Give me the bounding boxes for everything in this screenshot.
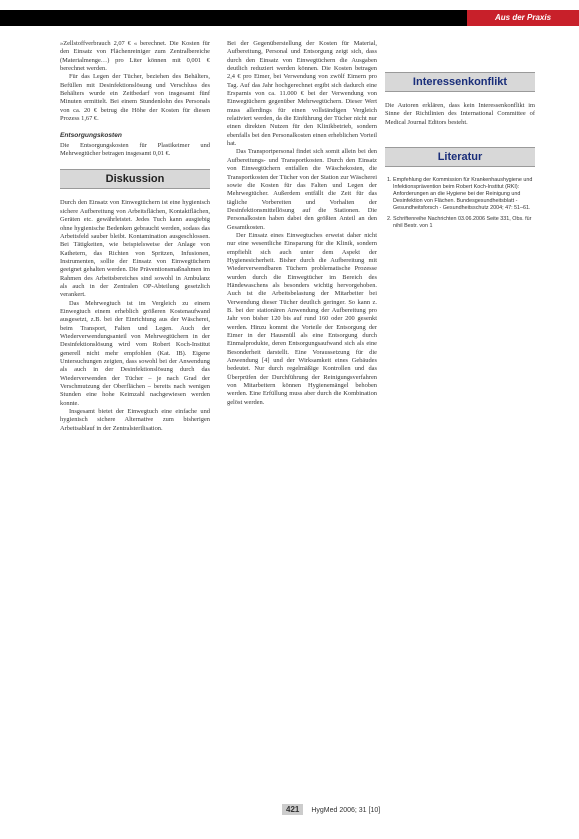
col2-paragraph: Der Einsatz eines Einwegtuches erweist daher nicht nur eine wesentliche Einsparung für die Klinik, sondern empfiehlt sich auch unter dem Aspekt der Hygienesicherheit. Bisher durch die Aufbereitung mit Wiederverwendbaren Tüchern problematische Prozesse wurden durch die Einwegtücher im Bereich des Händewaschens als besonders wichtig hervorgehoben. Auch ist die Arbeitsbelastung der Mitarbeiter bei Verwendung dieser Tücher deutlich geringer. So kann z. B. bei der stationären Anwendung der Aufbereitung pro Jahr von bisher 120 bis auf rund 160 oder 200 gesenkt werden. Hinzu kommt die Vorteile der Entsorgung der Eimer in der Hausmüll als eine Entsorgung durch Einmalprodukte, deren Entsorgungsaufwand sich als eine Besonderheit darstellt. Eine Voraussetzung für die Anwendung [4] und der Wirksamkeit eines Gebäudes bedeutet. Nur durch regelmäßige Kontrollen und das Überprüfen der Durchführung der Reinigungsverfahren von Mitarbeitern können Hygienemängel behoben werden. Eine Erfüllung muss aber durch die Kombination gelöst werden. — [227, 231, 377, 406]
column-2 — [227, 40, 377, 407]
page-footer — [282, 804, 380, 815]
col1-intro: »Zellstoffverbrauch 2,07 € « berechnet. Die Kosten für den Einsatz von Flächenreiniger zum Zentralbereiche (Materialmenge…) pro Liter können mit 0,001 € berechnet werden. — [60, 40, 210, 73]
reference-list — [385, 177, 535, 230]
interest-statement: Die Autoren erklären, dass kein Interessenkonflikt im Sinne der Richtlinien des International Committee of Medical Journal Editors besteht. — [385, 102, 535, 126]
section-heading-interessenkonflikt: Interessenkonflikt — [385, 72, 535, 92]
col1-paragraph: Durch den Einsatz von Einwegtüchern ist eine hygienisch sichere Aufbereitung von Arbeitsflächen, Kontaktflächen, Geräten etc. gewährleistet. Jedes Tuch kann ausgiebig ohne hygienische Bedenken gebraucht werden, sodass das Arbeitsfeld sauber bleibt. Kontamination ausgeschlossen. Bei Tätigkeiten, wie beispielsweise der Anlage von Kathetern, das Richten von Spritzen, Infusionen, Instrumenten, sollte der Einsatz von Einwegtüchern geeignet gehalten werden. Die Präventionsmaßnahmen im Rahmen des Arbeitsbereiches sind sowohl in Ambulanz als auch in der Zentralen OP-Abteilung gesetzlich verankert. — [60, 199, 210, 299]
col2-paragraph: Bei der Gegenüberstellung der Kosten für Material, Aufbereitung, Personal und Entsorgung zeigt sich, dass durch den Einsatz von Einwegtüchern die Ausgaben deutlich reduziert werden können. Die Kosten betragen 2,4 € pro Eimer, bei Verwendung von zwölf Eimern pro Tag. Auf das Jahr hochgerechnet ergibt sich dadurch eine Ersparnis von ca. 11.000 € bei der Verwendung von Einwegtüchern gegenüber Mehrwegtüchern. Dieser Wert muss allerdings für einen vollständigen Vergleich relativiert werden, da die Einführung der Tücher nicht nur einen direkten Nutzen für den Klinikbetrieb, sondern ebenfalls bei den Personalkosten einen erheblichen Vorteil hat. — [227, 40, 377, 148]
section-heading-literatur: Literatur — [385, 147, 535, 167]
column-3 — [385, 72, 535, 234]
col1-paragraph: Für das Legen der Tücher, beziehen des Behälters, Befüllen mit Desinfektionslösung und Verschluss des Behälters wurde ein Zeitbedarf von insgesamt fünf Minuten ermittelt. Bei einem Stundenlohn des Personals von ca. 20 € betrug die Höhe der Kosten für diesen Prozess 1,67 €. — [60, 73, 210, 123]
col1-paragraph: Insgesamt bietet der Einwegtuch eine einfache und hygienisch sichere Alternative zum bisherigen Arbeitsablauf in der Zentralsterilisation. — [60, 408, 210, 432]
col1-paragraph: Die Entsorgungskosten für Plastikeimer und Mehrwegtücher betragen insgesamt 0,01 €. — [60, 141, 210, 158]
section-tab: Aus der Praxis — [467, 10, 579, 26]
subheading-entsorgungskosten: Entsorgungskosten — [60, 132, 122, 140]
page-number: 421 — [282, 804, 303, 815]
col2-paragraph: Das Transportpersonal findet sich somit allein bei den Aufbereitungs- und Transportkosten. Durch den Einsatz von Einwegtüchern entfallen die Wäschekosten, die Transportkosten der Tücher von der Station zur Wäscherei sowie die Kosten für das Falten und Legen der Mehrwegtücher. Außerdem entfällt die Zeit für das tägliche Vorbereiten und Vorhalten der Desinfektionsmittellösung auf die Stationen. Die Personalkosten haben dabei den größten Anteil an den Gesamtkosten. — [227, 148, 377, 231]
reference-item: 2. Schriftenreihe Nachrichten 03.06.2006 Seite 331, Obs. für nihil Bestr. von 1 — [393, 216, 535, 230]
column-1 — [60, 40, 210, 433]
journal-citation: HygMed 2006; 31 [10] — [311, 807, 381, 814]
section-heading-diskussion: Diskussion — [60, 169, 210, 189]
reference-item: 1. Empfehlung der Kommission für Krankenhaushygiene und Infektionsprävention beim Robert Koch-Institut (RKI): Anforderungen an die Hygiene bei der Reinigung und Desinfektion von Flächen. Bundesgesundheitsblatt - Gesundheitsforsch - Gesundheitsschutz 2004; 47: 51–61. — [393, 177, 535, 212]
col1-paragraph: Das Mehrwegtuch ist im Vergleich zu einem Einwegtuch einem erheblich größeren Kostenaufwand ausgesetzt, z.B. bei der Einrichtung aus der Wäscherei, beim Transport, Falten und Legen. Auch der Wiederverwendungsanteil von Mehrwegtüchern in der Desinfektionslösung wird vom Robert Koch-Institut generell nicht mehr empfohlen (Kat. IB). Eigene Untersuchungen zeigten, dass sowohl bei der Anwendung als auch in der Desinfektionslösung durch das Wiederverwenden der Tücher – je nach Grad der Verschmutzung der Oberflächen – bereits nach wenigen Stunden eine hohe Keimzahl nachgewiesen werden konnte. — [60, 299, 210, 407]
